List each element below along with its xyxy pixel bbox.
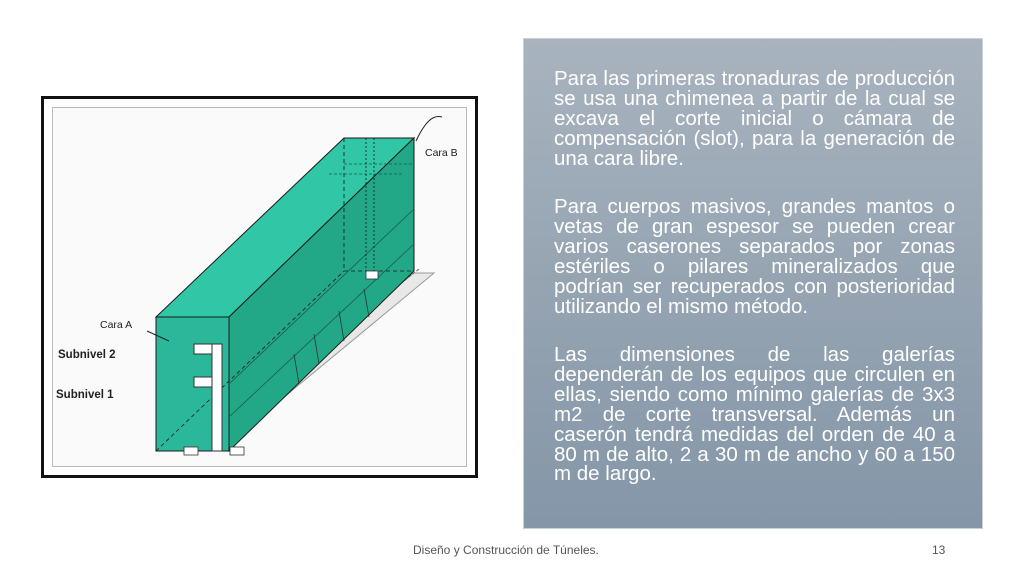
cara-b-label: Cara B xyxy=(425,147,458,159)
subnivel-2-label: Subnivel 2 xyxy=(58,349,116,361)
subnivel-1-label: Subnivel 1 xyxy=(56,389,114,401)
base-drift-b xyxy=(230,447,244,455)
footer-title: Diseño y Construcción de Túneles. xyxy=(413,543,599,557)
text-panel xyxy=(523,38,983,529)
stope-block-drawing xyxy=(44,99,475,475)
slot-raise xyxy=(212,344,222,451)
raise-drift-back xyxy=(366,271,378,279)
cara-b-pointer xyxy=(416,116,442,141)
base-drift-a xyxy=(184,447,198,455)
paragraph-massive-bodies: Para cuerpos masivos, grandes mantos o vetas de gran espesor se pueden crear varios caserones separados por zonas estériles o pilares mineralizados que podrían ser recuperados con posterioridad utilizando el mismo método. xyxy=(554,195,955,318)
cara-a-label: Cara A xyxy=(100,319,133,331)
paragraph-dimensions: Las dimensiones de las galerías dependerán de los equipos que circulen en ellas, siendo como mínimo galerías de 3x3 m2 de corte transversal. Además un caserón tendrá medidas del orden de 40 a 80 m de alto, 2 a 30 m de ancho y 60 a 150 m de largo. xyxy=(554,343,955,486)
paragraph-slot-raise: Para las primeras tronaduras de producción se usa una chimenea a partir de la cual se excava el corte inicial o cámara de compensación (slot), para la generación de una cara libre. xyxy=(554,67,955,170)
page-number: 13 xyxy=(932,543,946,557)
stope-diagram-figure xyxy=(41,96,478,478)
